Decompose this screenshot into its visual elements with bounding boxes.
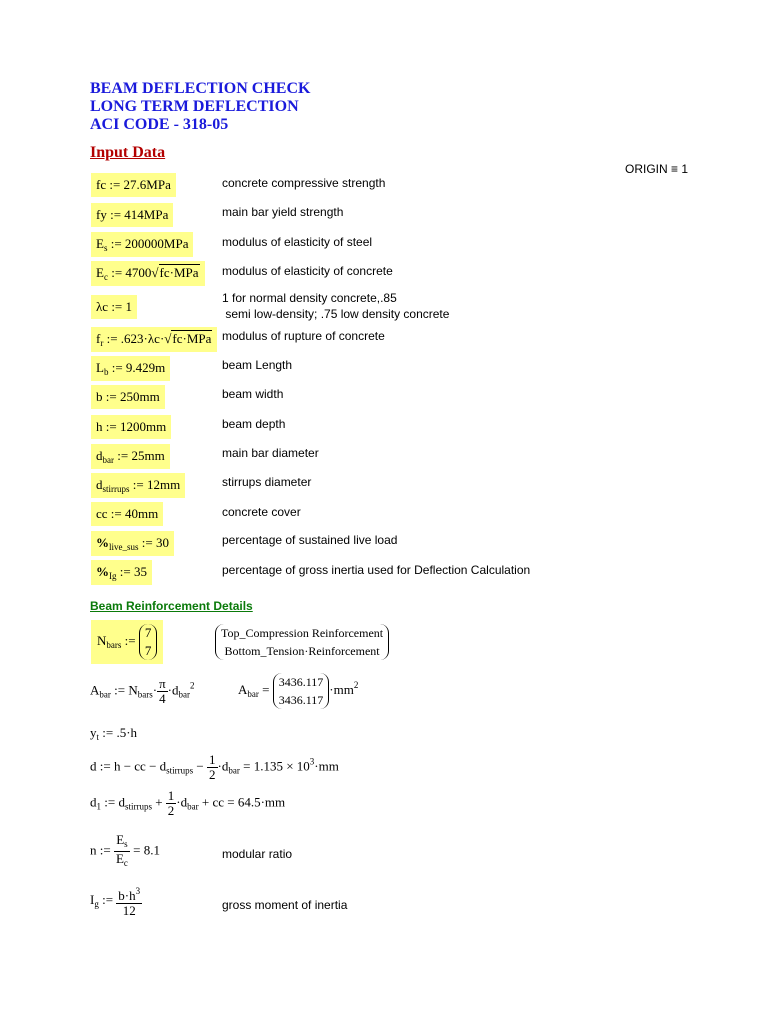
fy-value: 414MPa bbox=[124, 207, 169, 222]
cc-description: concrete cover bbox=[222, 505, 301, 519]
ig-description: gross moment of inertia bbox=[222, 898, 348, 912]
input-data-heading: Input Data bbox=[90, 144, 166, 161]
title-line-2: LONG TERM DEFLECTION bbox=[90, 98, 299, 115]
h-description: beam depth bbox=[222, 417, 286, 431]
es-description: modulus of elasticity of steel bbox=[222, 235, 373, 249]
live-sus-definition: $\%_{live\_sus}$ := 30 bbox=[91, 531, 174, 556]
lb-description: beam Length bbox=[222, 358, 293, 372]
dstirrups-description: stirrups diameter bbox=[222, 475, 312, 489]
abar-result: $A_{bar} = 3436.117$ $3436.117\cdot mm^2$ bbox=[238, 675, 359, 707]
d-unit: ·mm bbox=[314, 758, 339, 774]
lambda-value: 1 bbox=[125, 299, 133, 314]
label-top-compression: Top_Compression Reinforcement bbox=[221, 626, 384, 640]
d-result: 1.135 × 10 bbox=[253, 758, 310, 774]
yt-formula: $y_t$ := .5·h bbox=[90, 725, 138, 742]
lambda-description-1: 1 for normal density concrete,.85 bbox=[222, 291, 397, 305]
b-value: 250mm bbox=[119, 389, 160, 404]
fr-description: modulus of rupture of concrete bbox=[222, 329, 385, 343]
lambda-definition: λc := 1 bbox=[91, 295, 137, 319]
d1-result: 64.5·mm bbox=[237, 794, 286, 810]
nbars-top: 7 bbox=[144, 625, 152, 640]
d1-formula: $d_1$ := $d_{stirrups}$ + $\frac{1}{2}$ $\cdot d_{bar}$ + cc = 64.5·mm bbox=[90, 788, 286, 818]
dbar-definition: $d_{bar}$ := 25mm bbox=[91, 444, 170, 469]
b-definition: b := 250mm bbox=[91, 385, 165, 409]
lambda-description-2: semi low-density; .75 low density concrete bbox=[222, 307, 450, 321]
title-line-3: ACI CODE - 318-05 bbox=[90, 116, 229, 133]
cc-value: 40mm bbox=[124, 506, 159, 521]
nbars-labels bbox=[215, 624, 389, 660]
abar-formula: $A_{bar}$ := $N_{bars}\cdot$ $\frac{\pi}{4}$ $\cdot d_{bar}^2$ bbox=[90, 676, 195, 706]
lb-definition: $L_b$ := 9.429m bbox=[91, 356, 170, 381]
n-formula: n := $\frac{E_s}{E_c}$ = 8.1 bbox=[90, 832, 160, 868]
abar-unit: mm bbox=[333, 681, 354, 697]
d-exponent: 3 bbox=[309, 756, 315, 767]
nbars-definition: $N_{bars}$ := 7 7 bbox=[91, 620, 163, 664]
fr-coefficient: .623 bbox=[120, 331, 144, 346]
fc-description: concrete compressive strength bbox=[222, 176, 386, 190]
ec-description: modulus of elasticity of concrete bbox=[222, 264, 393, 278]
nbars-matrix bbox=[139, 624, 158, 660]
dstirrups-definition: $d_{stirrups}$ := 12mm bbox=[91, 473, 185, 498]
label-bottom-tension: Bottom_Tension·Reinforcement bbox=[224, 644, 380, 658]
dbar-description: main bar diameter bbox=[222, 446, 319, 460]
fc-value: 27.6MPa bbox=[123, 177, 171, 192]
es-value: 200000MPa bbox=[124, 236, 189, 251]
pct-ig-value: 35 bbox=[133, 564, 147, 579]
ig-formula: $I_g$ := $\frac{b\cdot h^3}{12}$ bbox=[90, 886, 141, 918]
h-value: 1200mm bbox=[119, 419, 167, 434]
ec-definition: $E_c$ := 4700√fc·MPa bbox=[91, 261, 205, 286]
n-description: modular ratio bbox=[222, 847, 293, 861]
yt-expression: .5·h bbox=[116, 725, 138, 740]
es-definition: $E_s$ := 200000MPa bbox=[91, 232, 193, 257]
abar-value-top: 3436.117 bbox=[278, 675, 324, 689]
pct-ig-definition: $\%_{Ig}$ := 35 bbox=[91, 560, 152, 585]
ec-coefficient: 4700 bbox=[125, 265, 152, 280]
abar-value-bottom: 3436.117 bbox=[278, 693, 324, 707]
origin-statement: ORIGIN ≡ 1 bbox=[625, 162, 689, 176]
live-sus-description: percentage of sustained live load bbox=[222, 533, 398, 547]
lb-value: 9.429m bbox=[125, 360, 166, 375]
live-sus-value: 30 bbox=[155, 535, 169, 550]
h-definition: h := 1200mm bbox=[91, 415, 171, 439]
fy-definition: fy := 414MPa bbox=[91, 203, 173, 227]
fc-definition: fc := 27.6MPa bbox=[91, 173, 176, 197]
fr-definition: $f_r$ := .623·λc·√fc·MPa bbox=[91, 327, 217, 352]
nbars-bottom: 7 bbox=[144, 643, 152, 658]
cc-definition: cc := 40mm bbox=[91, 502, 163, 526]
b-description: beam width bbox=[222, 387, 284, 401]
d-formula: d := h − cc − $d_{stirrups}$ − $\frac{1}{2}$ $\cdot d_{bar} = 1.135 \times 10^3\cdot mm$ bbox=[90, 752, 339, 782]
fy-description: main bar yield strength bbox=[222, 205, 344, 219]
reinforcement-heading: Beam Reinforcement Details bbox=[90, 599, 253, 613]
title-line-1: BEAM DEFLECTION CHECK bbox=[90, 80, 311, 97]
dbar-value: 25mm bbox=[131, 448, 165, 463]
dstirrups-value: 12mm bbox=[146, 477, 181, 492]
n-result: 8.1 bbox=[143, 842, 160, 858]
pct-ig-description: percentage of gross inertia used for Deflection Calculation bbox=[222, 563, 531, 577]
